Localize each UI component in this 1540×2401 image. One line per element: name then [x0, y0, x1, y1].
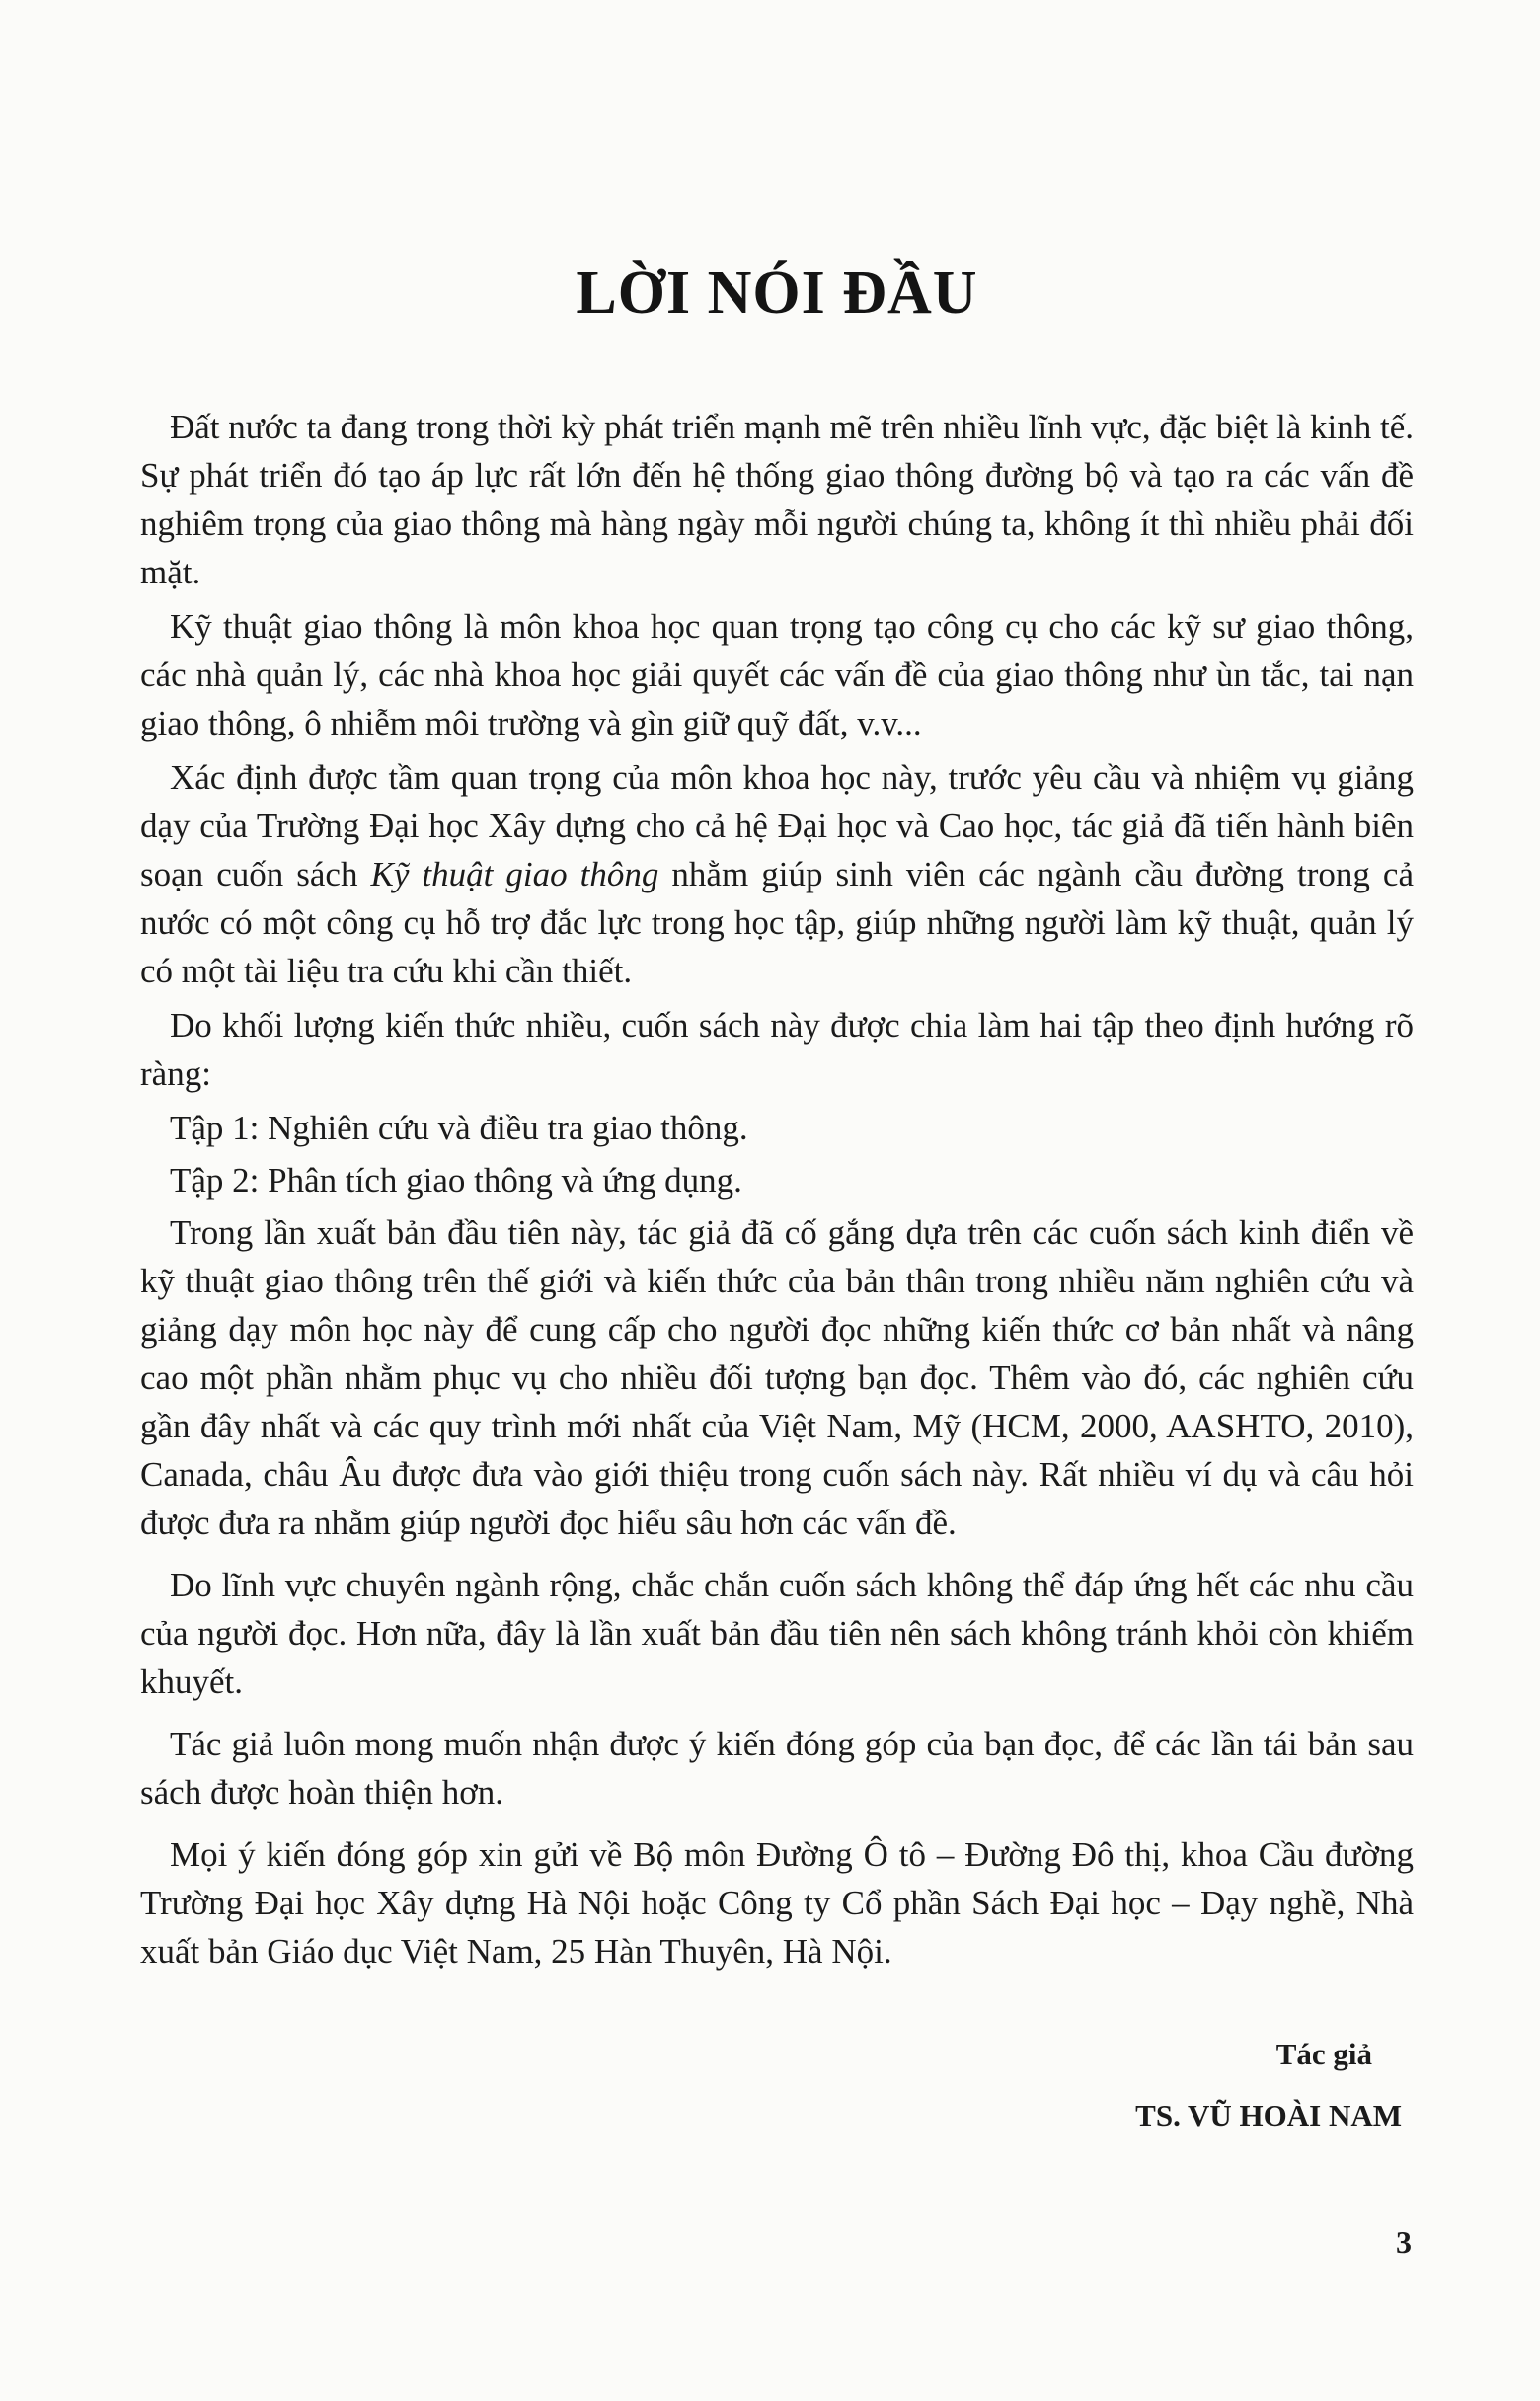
paragraph-purpose [140, 753, 1414, 995]
book-title-italic: Kỹ thuật giao thông [370, 855, 659, 893]
paragraph-feedback: Tác giả luôn mong muốn nhận được ý kiến đóng góp của bạn đọc, để các lần tái bản sau sách được hoàn thiện hơn. [140, 1725, 1414, 1812]
paragraph-purpose-end: nhằm giúp sinh viên các ngành cầu đường trong cả nước có một công cụ hỗ trợ đắc lực trong học tập, giúp những người làm kỹ thuật, quản lý có một tài liệu tra cứu khi cần thiết. [140, 855, 1414, 990]
paragraph-intro: Đất nước ta đang trong thời kỳ phát triển mạnh mẽ trên nhiều lĩnh vực, đặc biệt là kinh tế. Sự phát triển đó tạo áp lực rất lớn đến hệ thống giao thông đường bộ và tạo ra các vấn đề nghiêm trọng của giao thông mà hàng ngày mỗi người chúng ta, không ít thì nhiều phải đối mặt. [140, 408, 1414, 591]
preface-body [140, 403, 1414, 1981]
paragraph-subject: Kỹ thuật giao thông là môn khoa học quan trọng tạo công cụ cho các kỹ sư giao thông, các nhà quản lý, các nhà khoa học giải quyết các vấn đề của giao thông như ùn tắc, tai nạn giao thông, ô nhiễm môi trường và gìn giữ quỹ đất, v.v... [140, 607, 1414, 742]
paragraph-limitations: Do lĩnh vực chuyên ngành rộng, chắc chắn cuốn sách không thể đáp ứng hết các nhu cầu của người đọc. Hơn nữa, đây là lần xuất bản đầu tiên nên sách không tránh khỏi còn khiếm khuyết. [140, 1566, 1414, 1701]
page-title: LỜI NÓI ĐẦU [576, 259, 978, 327]
volume-1-line: Tập 1: Nghiên cứu và điều tra giao thông. [170, 1109, 748, 1147]
paragraph-purpose-start: Xác định được tầm quan trọng của môn khoa học này, trước yêu cầu và nhiệm vụ giảng dạy của Trường Đại học Xây dựng cho cả hệ Đại học và Cao học, tác giả đã tiến hành biên soạn cuốn sách [140, 758, 1414, 893]
volume-2-line: Tập 2: Phân tích giao thông và ứng dụng. [170, 1161, 742, 1200]
author-role: Tác giả [1275, 2037, 1372, 2071]
author-signature [1135, 2024, 1402, 2146]
paragraph-content: Trong lần xuất bản đầu tiên này, tác giả đã cố gắng dựa trên các cuốn sách kinh điển về kỹ thuật giao thông trên thế giới và kiến thức của bản thân trong nhiều năm nghiên cứu và giảng dạy môn học này để cung cấp cho người đọc những kiến thức cơ bản nhất và nâng cao một phần nhằm phục vụ cho nhiều đối tượng bạn đọc. Thêm vào đó, các nghiên cứu gần đây nhất và các quy trình mới nhất của Việt Nam, Mỹ (HCM, 2000, AASHTO, 2010), Canada, châu Âu được đưa vào giới thiệu trong cuốn sách này. Rất nhiều ví dụ và câu hỏi được đưa ra nhằm giúp người đọc hiểu sâu hơn các vấn đề. [140, 1213, 1414, 1542]
page-number: 3 [1396, 2224, 1412, 2260]
paragraph-volumes: Do khối lượng kiến thức nhiều, cuốn sách này được chia làm hai tập theo định hướng rõ ràng: [140, 1006, 1414, 1093]
author-name: TS. VŨ HOÀI NAM [1135, 2098, 1402, 2132]
paragraph-contact: Mọi ý kiến đóng góp xin gửi về Bộ môn Đường Ô tô – Đường Đô thị, khoa Cầu đường Trường Đại học Xây dựng Hà Nội hoặc Công ty Cổ phần Sách Đại học – Dạy nghề, Nhà xuất bản Giáo dục Việt Nam, 25 Hàn Thuyên, Hà Nội. [140, 1835, 1414, 1971]
